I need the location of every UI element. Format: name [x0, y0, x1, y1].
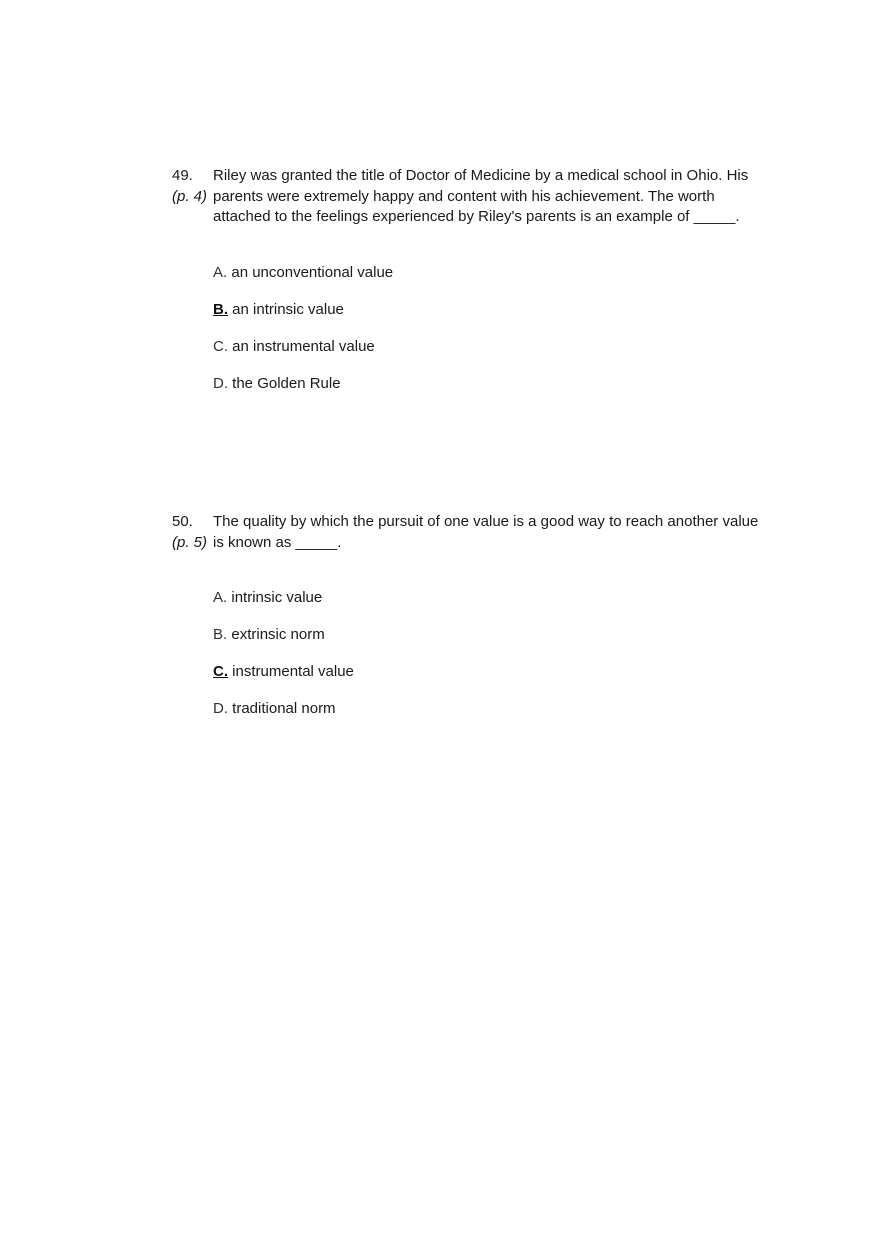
question-header [172, 166, 772, 228]
choice-text: traditional norm [232, 700, 336, 717]
choice-letter: C. [213, 337, 228, 355]
choice-a [213, 263, 772, 300]
choice-c [213, 337, 772, 374]
page-reference: (p. 5) [172, 533, 208, 551]
choice-text: an intrinsic value [232, 300, 344, 318]
choice-text: an instrumental value [232, 337, 375, 355]
choice-letter: D. [213, 700, 228, 717]
choice-d [213, 374, 772, 411]
choice-letter: A. [213, 589, 228, 606]
choice-letter: B. [213, 626, 228, 643]
choice-text: an unconventional value [231, 263, 394, 281]
question-header [172, 512, 772, 553]
answer-choices [172, 263, 772, 411]
question-number: 49. [172, 167, 193, 184]
correct-choice-letter: C. [213, 663, 228, 680]
correct-choice-letter: B. [213, 300, 228, 318]
choice-d [213, 699, 772, 736]
choice-text: the Golden Rule [232, 374, 341, 392]
answer-choices [172, 588, 772, 736]
page-reference: (p. 4) [172, 187, 208, 205]
question-number: 50. [172, 513, 193, 530]
choice-text: instrumental value [232, 663, 354, 680]
choice-c [213, 662, 772, 699]
choice-letter: D. [213, 374, 228, 392]
choice-a [213, 588, 772, 625]
choice-b [213, 625, 772, 662]
question-text: The quality by which the pursuit of one value is a good way to reach another value is known as _____. [213, 513, 759, 551]
question-50 [172, 512, 772, 736]
choice-text: intrinsic value [231, 589, 323, 606]
choice-letter: A. [213, 263, 228, 281]
question-49 [172, 166, 772, 411]
choice-b [213, 300, 772, 337]
question-text: Riley was granted the title of Doctor of Medicine by a medical school in Ohio. His parents were extremely happy and content with his achievement. The worth attached to the feelings experienced by Riley's parents is an example of _____. [213, 167, 749, 225]
choice-text: extrinsic norm [231, 626, 325, 643]
